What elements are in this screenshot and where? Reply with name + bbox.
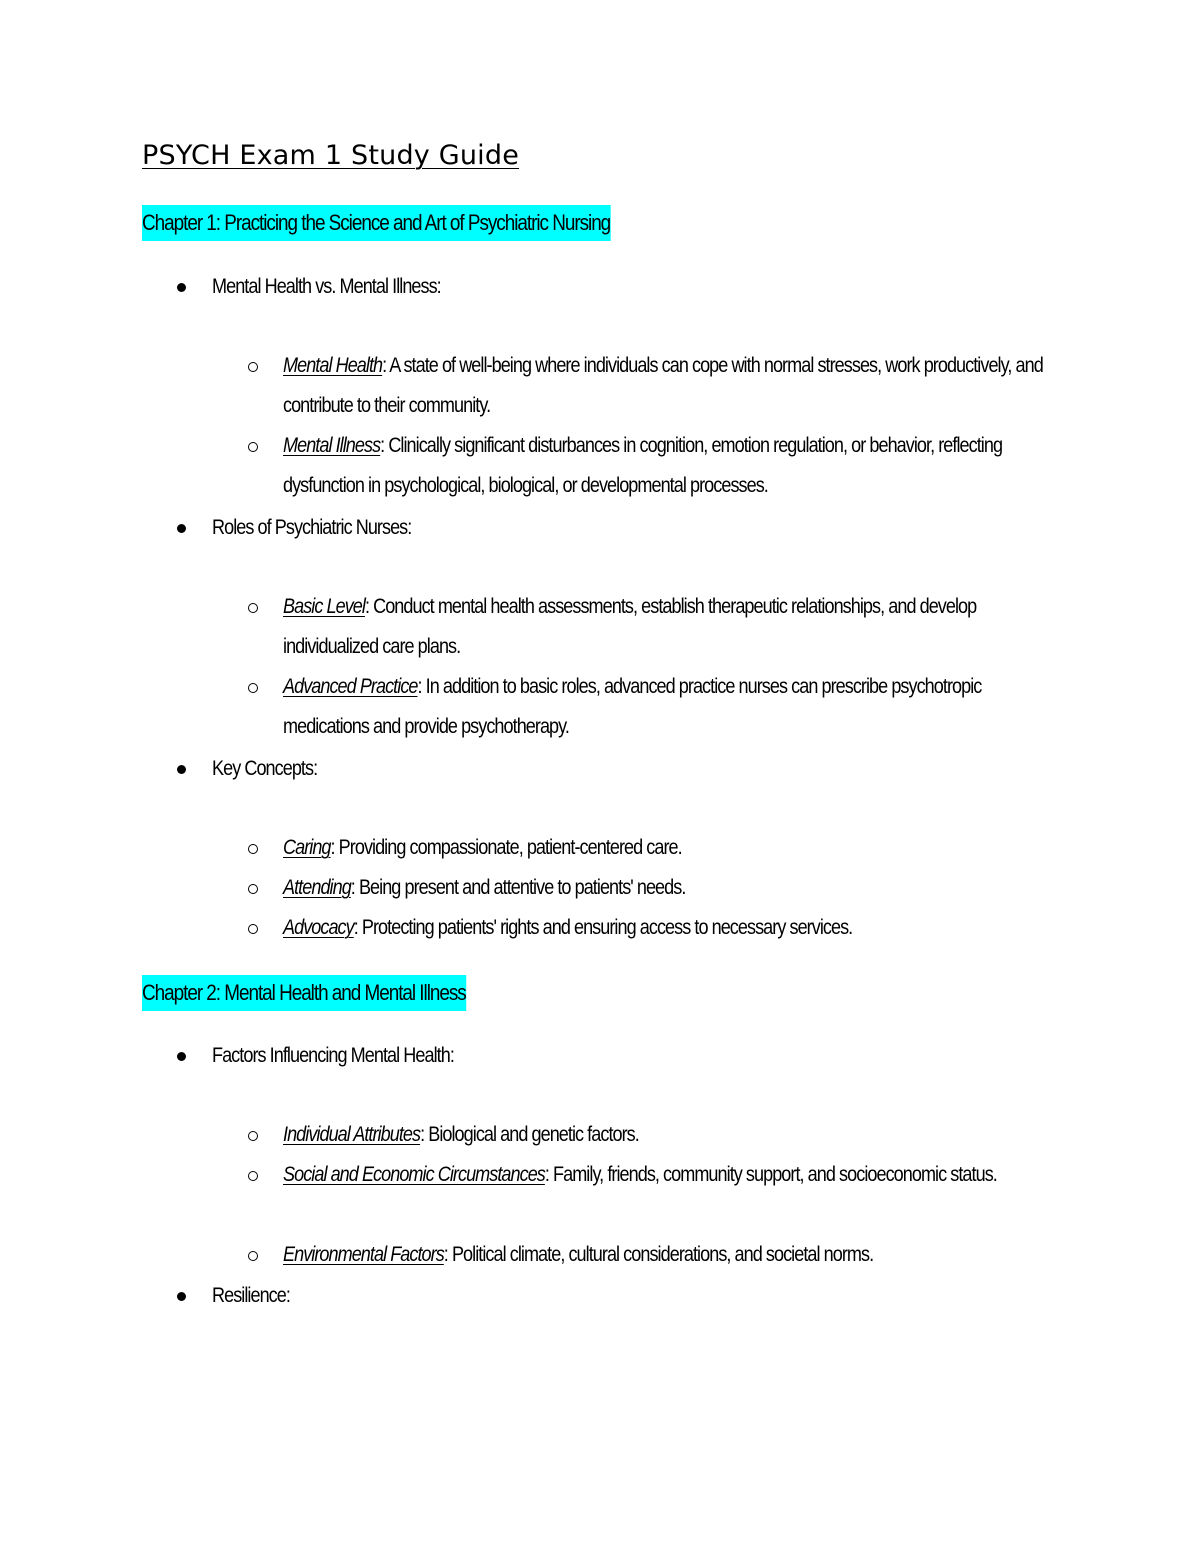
term: Environmental Factors xyxy=(283,1243,444,1266)
sub-bullet-icon xyxy=(248,1251,258,1261)
term: Caring xyxy=(283,836,331,859)
list-item xyxy=(283,908,1057,948)
bullet-icon xyxy=(177,524,186,533)
list-item xyxy=(283,426,1057,506)
list-item xyxy=(283,1155,1057,1195)
term: Social and Economic Circumstances xyxy=(283,1163,545,1186)
definition: : Being present and attentive to patients' needs. xyxy=(350,876,686,899)
chapter-2-heading-text: Chapter 2: Mental Health and Mental Illness xyxy=(142,975,467,1011)
sub-bullet-icon xyxy=(248,1131,258,1141)
sub-bullet-icon xyxy=(248,603,258,613)
definition: : In addition to basic roles, advanced practice nurses can prescribe psychotropic medications and provide psychotherapy. xyxy=(283,675,982,738)
definition: : Protecting patients' rights and ensuring access to necessary services. xyxy=(353,916,853,939)
sub-bullet-icon xyxy=(248,844,258,854)
term: Advanced Practice xyxy=(283,675,418,698)
sub-bullet-icon xyxy=(248,924,258,934)
bullet-label: Factors Influencing Mental Health: xyxy=(212,1044,454,1067)
sub-bullet-icon xyxy=(248,442,258,452)
list-item xyxy=(283,1115,1057,1155)
sub-bullet-icon xyxy=(248,1171,258,1181)
definition: : Biological and genetic factors. xyxy=(420,1123,639,1146)
definition: : Family, friends, community support, and socioeconomic status. xyxy=(544,1163,997,1186)
bullet-label: Key Concepts: xyxy=(212,757,318,780)
definition: : Conduct mental health assessments, establish therapeutic relationships, and develop individualized care plans. xyxy=(283,595,977,658)
term: Mental Illness xyxy=(283,434,381,457)
list-item xyxy=(283,667,1057,747)
bullet-label: Mental Health vs. Mental Illness: xyxy=(212,275,441,298)
bullet-label: Resilience: xyxy=(212,1284,290,1307)
term: Advocacy xyxy=(283,916,354,939)
definition: : Political climate, cultural considerations, and societal norms. xyxy=(443,1243,874,1266)
bullet-icon xyxy=(177,1052,186,1061)
chapter-1-heading xyxy=(142,205,687,241)
list-item xyxy=(283,1235,1057,1275)
list-item xyxy=(283,587,1057,667)
page-title: PSYCH Exam 1 Study Guide xyxy=(142,140,520,171)
list-item xyxy=(283,868,1057,908)
definition: : Providing compassionate, patient-centered care. xyxy=(330,836,682,859)
bullet-icon xyxy=(177,765,186,774)
term: Mental Health xyxy=(283,354,383,377)
term: Individual Attributes xyxy=(283,1123,421,1146)
term: Basic Level xyxy=(283,595,365,618)
chapter-2-heading xyxy=(142,975,519,1011)
list-item xyxy=(283,828,1057,868)
term: Attending xyxy=(283,876,351,899)
sub-bullet-icon xyxy=(248,884,258,894)
definition: : A state of well-being where individuals can cope with normal stresses, work productively, and contribute to their community. xyxy=(283,354,1043,417)
bullet-icon xyxy=(177,1292,186,1301)
bullet-icon xyxy=(177,283,186,292)
list-item xyxy=(283,346,1057,426)
definition: : Clinically significant disturbances in cognition, emotion regulation, or behavior, reflecting dysfunction in psychological, biological, or developmental processes. xyxy=(283,434,1003,497)
sub-bullet-icon xyxy=(248,362,258,372)
bullet-label: Roles of Psychiatric Nurses: xyxy=(212,516,412,539)
sub-bullet-icon xyxy=(248,683,258,693)
chapter-1-heading-text: Chapter 1: Practicing the Science and Art of Psychiatric Nursing xyxy=(142,205,611,241)
